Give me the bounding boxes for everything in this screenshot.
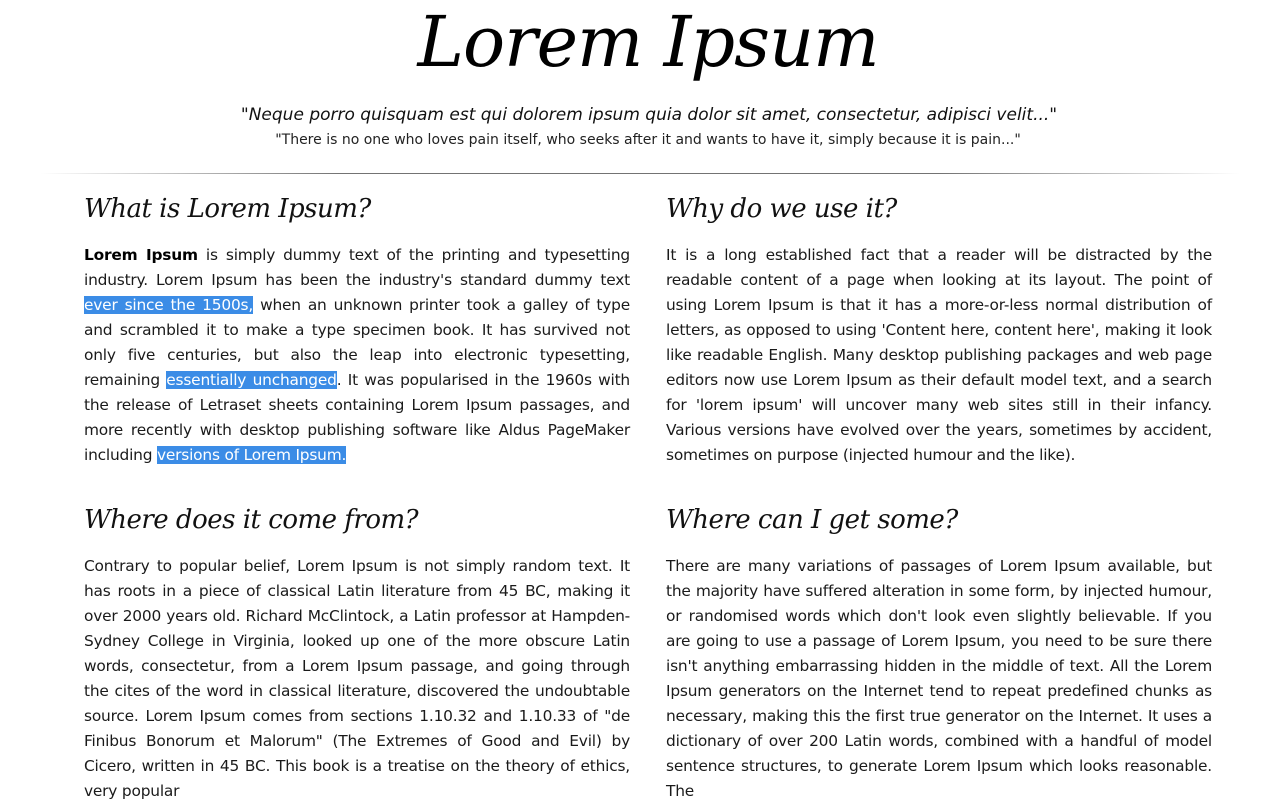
bold-lead-text[interactable]: Lorem Ipsum bbox=[84, 246, 198, 264]
selected-text[interactable]: ever since the 1500s, bbox=[84, 296, 254, 314]
body-text[interactable]: when an unknown printer took a galley of type and scrambled it to make a type specimen book. It has survived not only five centuries, but also the leap into electronic typesetting, remaining bbox=[84, 296, 631, 389]
section-body[interactable] bbox=[84, 243, 630, 468]
page-title: Lorem Ipsum bbox=[417, 1, 879, 83]
section-why-use-it bbox=[666, 189, 1212, 468]
header-divider bbox=[40, 173, 1240, 174]
selected-text[interactable]: essentially unchanged bbox=[166, 371, 337, 389]
section-where-from bbox=[84, 500, 630, 800]
body-text[interactable]: . It was popularised in the 1960s with the release of Letraset sheets containing Lorem Ipsum passages, and more recently with desktop publishing software like Aldus PageMaker including bbox=[84, 371, 630, 464]
section-heading: Where can I get some? bbox=[666, 505, 958, 535]
section-body[interactable]: Contrary to popular belief, Lorem Ipsum is not simply random text. It has roots in a piece of classical Latin literature from 45 BC, making it over 2000 years old. Richard McClintock, a Latin professor at Hampden-Sydney College in Virginia, looked up one of the more obscure Latin words, consectetur, from a Lorem Ipsum passage, and going through the cites of the word in classical literature, discovered the undoubtable source. Lorem Ipsum comes from sections 1.10.32 and 1.10.33 of "de Finibus Bonorum et Malorum" (The Extremes of Good and Evil) by Cicero, written in 45 BC. This book is a treatise on the theory of ethics, very popular bbox=[84, 557, 630, 800]
section-heading: Why do we use it? bbox=[666, 194, 897, 224]
section-what-is-lorem-ipsum bbox=[84, 189, 630, 468]
latin-quote: "Neque porro quisquam est qui dolorem ipsum quia dolor sit amet, consectetur, adipisci velit..." bbox=[240, 105, 1058, 125]
english-quote: "There is no one who loves pain itself, who seeks after it and wants to have it, simply because it is pain..." bbox=[275, 132, 1021, 148]
selected-text[interactable]: versions of Lorem Ipsum. bbox=[156, 446, 347, 464]
section-body[interactable]: It is a long established fact that a reader will be distracted by the readable content of a page when looking at its layout. The point of using Lorem Ipsum is that it has a more-or-less normal distribution of letters, as opposed to using 'Content here, content here', making it look like readable English. Many desktop publishing packages and web page editors now use Lorem Ipsum as their default model text, and a search for 'lorem ipsum' will uncover many web sites still in their infancy. Various versions have evolved over the years, sometimes by accident, sometimes on purpose (injected humour and the like). bbox=[666, 246, 1212, 464]
section-heading: What is Lorem Ipsum? bbox=[84, 194, 371, 224]
section-heading: Where does it come from? bbox=[84, 505, 419, 535]
section-body[interactable]: There are many variations of passages of Lorem Ipsum available, but the majority have suffered alteration in some form, by injected humour, or randomised words which don't look even slightly believable. If you are going to use a passage of Lorem Ipsum, you need to be sure there isn't anything embarrassing hidden in the middle of text. All the Lorem Ipsum generators on the Internet tend to repeat predefined chunks as necessary, making this the first true generator on the Internet. It uses a dictionary of over 200 Latin words, combined with a handful of model sentence structures, to generate Lorem Ipsum which looks reasonable. The bbox=[666, 557, 1212, 800]
body-text[interactable]: is simply dummy text of the printing and typesetting industry. Lorem Ipsum has been the industry's standard dummy text bbox=[84, 246, 630, 289]
section-where-get bbox=[666, 500, 1212, 800]
